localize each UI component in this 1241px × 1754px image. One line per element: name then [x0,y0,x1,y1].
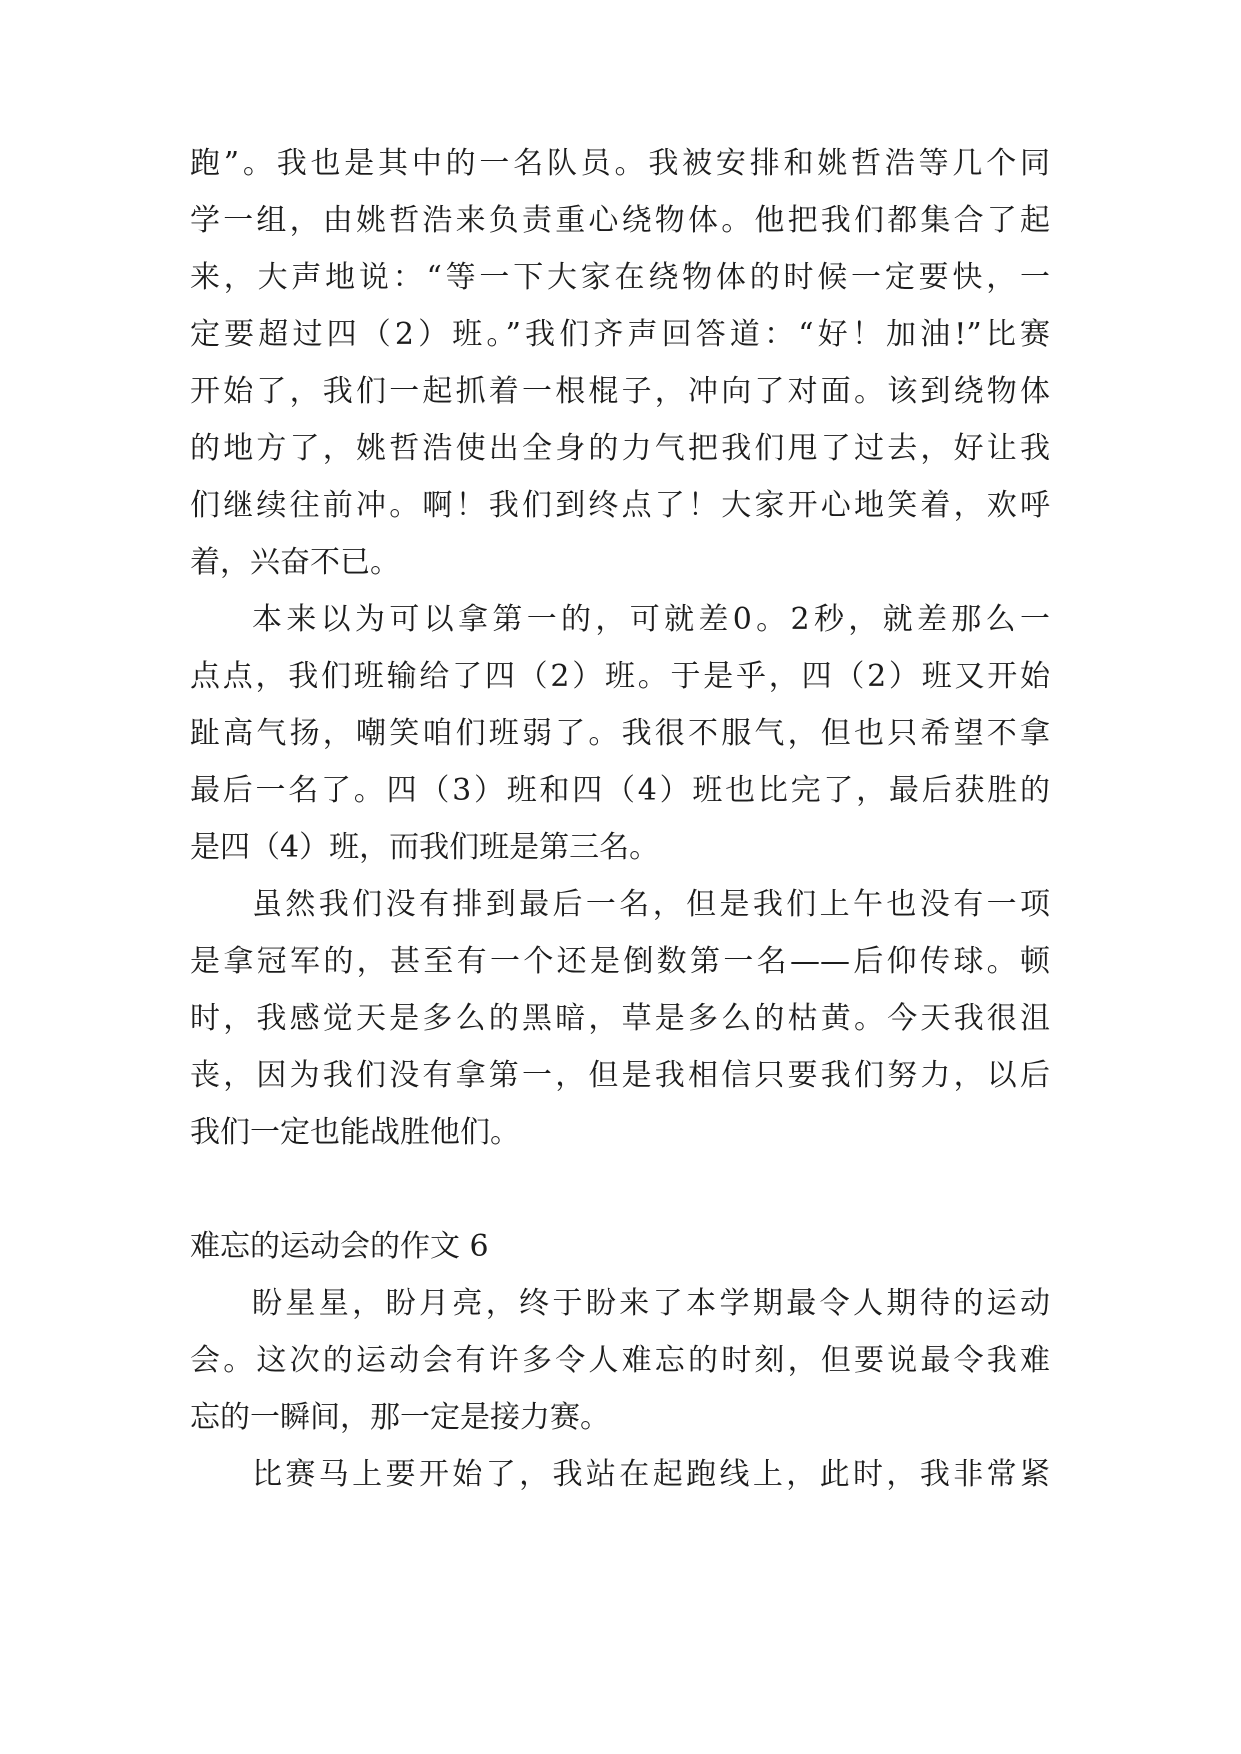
paragraph-1-line-2: 学一组，由姚哲浩来负责重心绕物体。他把我们都集合了起 [190,203,1050,238]
paragraph-1-line-3: 来，大声地说：“等一下大家在绕物体的时候一定要快，一 [190,260,1050,295]
paragraph-4-line-3: 忘的一瞬间，那一定是接力赛。 [190,1400,610,1435]
paragraph-4-line-1: 盼星星，盼月亮，终于盼来了本学期最令人期待的运动 [252,1286,1050,1321]
paragraph-3-line-1: 虽然我们没有排到最后一名，但是我们上午也没有一项 [252,887,1050,922]
paragraph-1-line-1: 跑”。我也是其中的一名队员。我被安排和姚哲浩等几个同 [190,146,1050,181]
paragraph-1-line-6: 的地方了，姚哲浩使出全身的力气把我们甩了过去，好让我 [190,431,1050,466]
paragraph-1-line-7: 们继续往前冲。啊！我们到终点了！大家开心地笑着，欢呼 [190,488,1050,523]
paragraph-3-line-2: 是拿冠军的，甚至有一个还是倒数第一名——后仰传球。顿 [190,944,1050,979]
paragraph-3-line-4: 丧，因为我们没有拿第一，但是我相信只要我们努力，以后 [190,1058,1050,1093]
paragraph-2-line-1: 本来以为可以拿第一的，可就差0。2秒，就差那么一 [252,602,1050,637]
paragraph-2-line-4: 最后一名了。四（3）班和四（4）班也比完了，最后获胜的 [190,773,1050,808]
section-heading: 难忘的运动会的作文 6 [190,1229,489,1264]
paragraph-4-line-2: 会。这次的运动会有许多令人难忘的时刻，但要说最令我难 [190,1343,1050,1378]
paragraph-1-line-5: 开始了，我们一起抓着一根棍子，冲向了对面。该到绕物体 [190,374,1050,409]
paragraph-1-line-4: 定要超过四（2）班。”我们齐声回答道：“好！加油!”比赛 [190,317,1050,352]
paragraph-5-line-1: 比赛马上要开始了，我站在起跑线上，此时，我非常紧 [252,1457,1050,1492]
paragraph-2-line-3: 趾高气扬，嘲笑咱们班弱了。我很不服气，但也只希望不拿 [190,716,1050,751]
paragraph-3-line-5: 我们一定也能战胜他们。 [190,1115,520,1150]
paragraph-1-line-8: 着，兴奋不已。 [190,545,400,580]
paragraph-3-line-3: 时，我感觉天是多么的黑暗，草是多么的枯黄。今天我很沮 [190,1001,1050,1036]
paragraph-2-line-5: 是四（4）班，而我们班是第三名。 [190,830,660,865]
paragraph-2-line-2: 点点，我们班输给了四（2）班。于是乎，四（2）班又开始 [190,659,1050,694]
